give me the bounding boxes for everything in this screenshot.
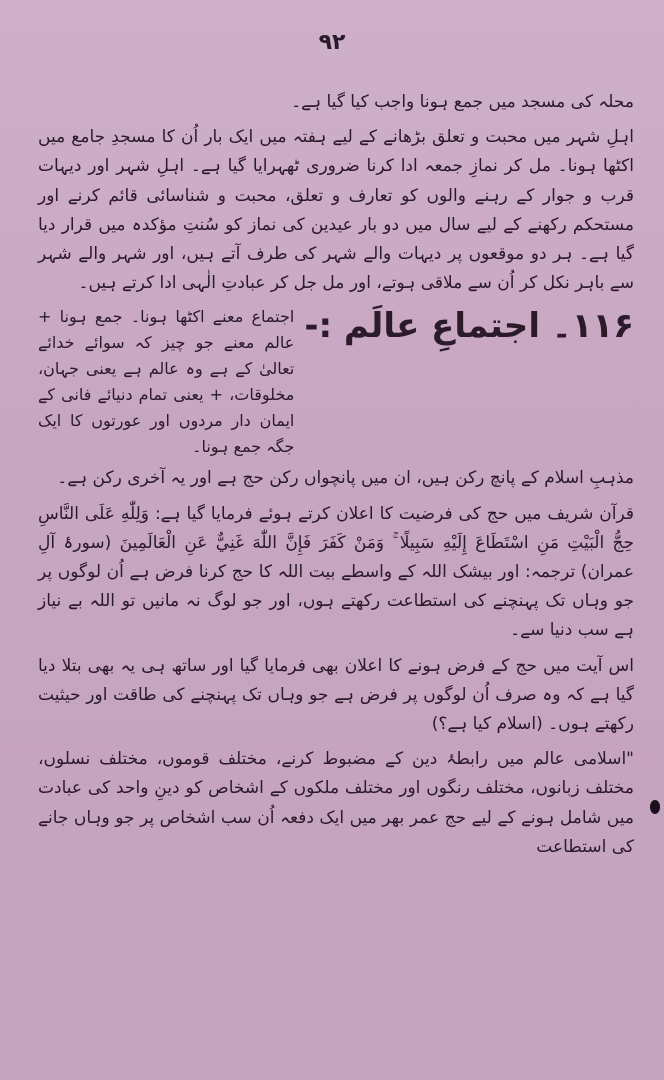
section-heading: ۱۱۶۔ اجتماعِ عالَم :- xyxy=(304,306,634,347)
paragraph: "اسلامی عالم میں رابطۂ دین کے مضبوط کرنے، مختلف قوموں، مختلف نسلوں، مختلف زبانوں، مختلف رنگوں اور مختلف ملکوں کے اشخاص کو دینِ واحد کی عبادت میں شامل ہونے کے لیے حج عمر بھر میں ایک دفعہ اُن سب اشخاص پر جو وہاں جانے کی استطاعت xyxy=(38,749,634,857)
verse-intro: قرآن شریف میں حج کی فرضیت کا اعلان کرتے ہوئے فرمایا گیا ہے: xyxy=(154,503,634,524)
section-definition: اجتماع معنے اکٹھا ہونا۔ جمع ہونا + عالم معنے جو چیز کہ سوائے خدائے تعالیٰ کے ہے وہ عالم ہے یعنی جہان، مخلوقات، + یعنی تمام دنیائے فانی کے ایمان دار مردوں اور عورتوں کا ایک جگہ جمع ہونا۔ xyxy=(38,307,295,457)
page-body xyxy=(38,88,634,868)
paragraph xyxy=(38,500,634,646)
section-heading-row xyxy=(38,304,634,460)
paragraph: مذہبِ اسلام کے پانچ رکن ہیں، ان میں پانچواں رکن حج ہے اور یہ آخری رکن ہے۔ xyxy=(57,468,634,489)
paragraph: اس آیت میں حج کے فرض ہونے کا اعلان بھی فرمایا گیا اور ساتھ ہی یہ بھی بتلا دیا گیا ہے کہ وہ صرف اُن لوگوں پر فرض ہے جو وہاں تک پہنچنے کی طاقت اور حیثیت رکھتے ہوں۔ (اسلام کیا ہے؟) xyxy=(38,655,634,735)
verse-translation: (سورۂ آلِ عمران) ترجمہ: اور بیشک اللہ کے واسطے بیت اللہ کا حج کرنا فرض ہے اُن لوگوں پر جو وہاں تک پہنچنے کی استطاعت رکھتے ہوں، اور جو لوگ نہ مانیں تو اللہ بے نیاز ہے سب دنیا سے۔ xyxy=(38,532,634,641)
ink-blot xyxy=(650,800,660,814)
quran-verse: وَلِلّٰهِ عَلَى النَّاسِ حِجُّ الْبَيْتِ مَنِ اسْتَطَاعَ إِلَيْهِ سَبِيلًا ۚ وَمَنْ كَفَرَ فَإِنَّ اللّٰهَ غَنِيٌّ عَنِ الْعَالَمِينَ xyxy=(38,503,635,553)
page-number: ۹۲ xyxy=(318,30,346,55)
paragraph: محلہ کی مسجد میں جمع ہونا واجب کیا گیا ہے۔ xyxy=(291,92,634,112)
paragraph: اہلِ شہر میں محبت و تعلق بڑھانے کے لیے ہفتہ میں ایک بار اُن کا مسجدِ جامع میں اکٹھا ہونا۔ مل کر نمازِ جمعہ ادا کرنا ضروری ٹھہرایا گیا ہے۔ اہلِ شہر اور دیہات قرب و جوار کے رہنے والوں کو تعارف و تعلق، محبت و شناسائی قائم کرنے اور مستحکم رکھنے کے لیے سال میں دو بار عیدین کی نماز کو سُنتِ مؤکدہ میں قرار دیا گیا ہے۔ ہر دو موقعوں پر دیہات والے شہر کی طرف آتے ہیں، اور شہر والے شہر سے باہر نکل کر اُن سے ملاقی ہوتے، اور مل جل کر عبادتِ الٰہی ادا کرتے ہیں۔ xyxy=(38,127,634,294)
